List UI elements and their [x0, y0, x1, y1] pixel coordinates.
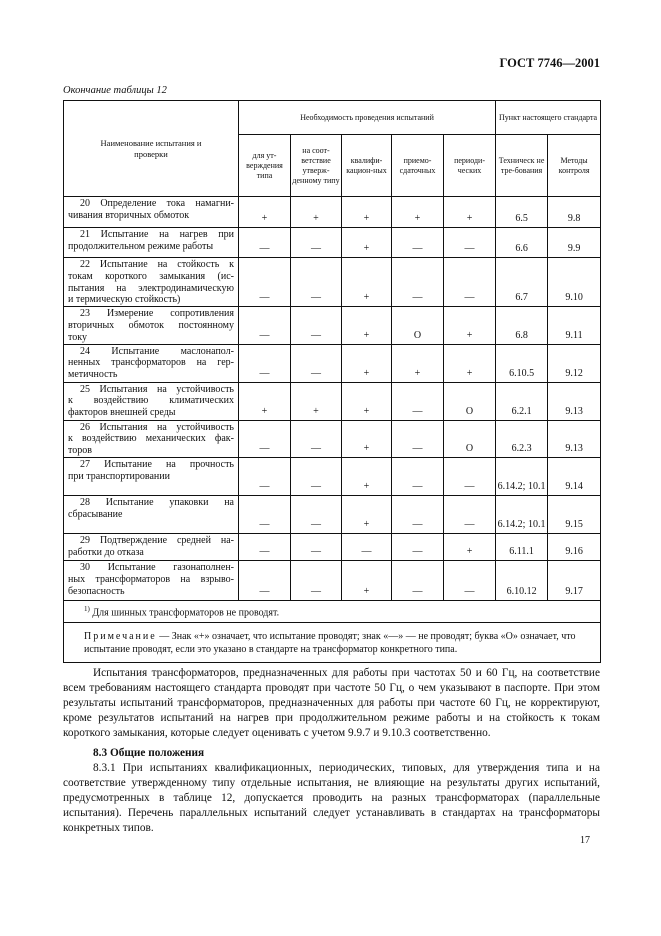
- test-mark: —: [239, 457, 291, 495]
- test-name: [64, 533, 239, 560]
- table-row: [64, 344, 601, 382]
- test-name: [64, 228, 239, 258]
- test-mark: —: [444, 228, 496, 258]
- test-mark: +: [444, 307, 496, 344]
- test-mark: —: [392, 495, 444, 533]
- test-name-line: к воздействию климатических: [68, 395, 234, 407]
- test-name-line: 22 Испытание на стойкость к: [80, 259, 234, 270]
- test-mark: —: [291, 457, 342, 495]
- test-mark: —: [392, 560, 444, 600]
- test-mark: —: [291, 258, 342, 307]
- test-name-line: 20 Определение тока намагни-: [80, 198, 234, 209]
- method-clause: 9.10: [548, 258, 601, 307]
- tech-requirement-clause: 6.8: [496, 307, 548, 344]
- test-name-line: 24 Испытание маслонапол-: [80, 345, 234, 357]
- header-methods: Методы контроля: [548, 135, 601, 197]
- test-mark: О: [444, 420, 496, 457]
- test-mark: —: [291, 533, 342, 560]
- test-name: [64, 420, 239, 457]
- table-note: [64, 623, 601, 663]
- test-name: [64, 344, 239, 382]
- tech-requirement-clause: 6.14.2; 10.1: [496, 457, 548, 495]
- test-name-line: 23 Измерение сопротивления: [80, 308, 234, 320]
- test-name-line: ненных трансформаторов на гер-: [68, 357, 234, 369]
- table-row: [64, 307, 601, 344]
- footnote-text: Для шинных трансформаторов не проводят.: [92, 607, 280, 619]
- test-mark: —: [239, 495, 291, 533]
- table-row: [64, 560, 601, 600]
- test-mark: +: [444, 197, 496, 228]
- table-caption: Окончание таблицы 12: [63, 85, 167, 96]
- test-name-line: ных трансформаторов на взрыво-: [68, 573, 234, 585]
- test-mark: +: [342, 228, 392, 258]
- section-title: 8.3 Общие положения: [93, 747, 205, 759]
- method-clause: 9.8: [548, 197, 601, 228]
- test-mark: +: [444, 533, 496, 560]
- test-mark: +: [291, 382, 342, 420]
- test-mark: +: [342, 344, 392, 382]
- test-mark: —: [291, 560, 342, 600]
- header-tech-requirements: Техническ не тре-бования: [496, 135, 548, 197]
- test-mark: +: [444, 344, 496, 382]
- test-name-line: продолжительном режиме работы: [68, 240, 214, 252]
- test-name-line: при транспортировании: [68, 470, 170, 482]
- test-mark: +: [291, 197, 342, 228]
- paragraph-frequency: Испытания трансформаторов, предназначенных для работы при частотах 50 и 60 Гц, на соответствие всем требованиям настоящего стандарта проводят при частоте 50 Гц, о чем указывают в паспорте. При этом результаты испытаний трансформаторов, предназначенных для работы при частоте 60 Гц, не корректируют, кроме результатов испытаний на нагрев при продолжительном режиме работы и на стойкость к токам короткого замыкания, которые следует оценивать с учетом 9.9.7 и 9.10.3 соответственно.: [63, 667, 600, 740]
- header-acceptance: приемо-сдаточных: [392, 135, 444, 197]
- test-mark: —: [291, 344, 342, 382]
- tech-requirement-clause: 6.10.12: [496, 560, 548, 600]
- test-mark: —: [239, 307, 291, 344]
- test-mark: —: [239, 258, 291, 307]
- tests-table: [63, 100, 601, 663]
- test-mark: —: [392, 228, 444, 258]
- test-name: [64, 258, 239, 307]
- table-row: [64, 420, 601, 457]
- test-mark: +: [239, 382, 291, 420]
- test-name-line: торов: [68, 445, 92, 457]
- test-mark: +: [342, 420, 392, 457]
- method-clause: 9.16: [548, 533, 601, 560]
- table-row: [64, 197, 601, 228]
- test-name-line: факторов внешней среды: [68, 407, 176, 419]
- tech-requirement-clause: 6.6: [496, 228, 548, 258]
- test-mark: —: [291, 228, 342, 258]
- header-qualification: квалифи-кацион-ных: [342, 135, 392, 197]
- tech-requirement-clause: 6.2.3: [496, 420, 548, 457]
- method-clause: 9.9: [548, 228, 601, 258]
- test-name-line: 30 Испытание газонаполнен-: [80, 561, 234, 573]
- test-mark: —: [291, 495, 342, 533]
- test-mark: +: [342, 382, 392, 420]
- tech-requirement-clause: 6.10.5: [496, 344, 548, 382]
- paragraph-parallel-tests: 8.3.1 При испытаниях квалификационных, периодических, типовых, для утверждения типа и на соответствие утвержденному типу отдельные испытания, не влияющие на результаты других испытаний, предусмотренных в таблице 12, допускается проводить на разных трансформаторах (параллельные испытания). Перечень параллельных испытаний следует устанавливать в стандартах на трансформаторы конкретных типов.: [63, 762, 600, 835]
- table-row: [64, 457, 601, 495]
- test-mark: —: [392, 382, 444, 420]
- test-name-line: и термическую стойкость): [68, 294, 181, 306]
- test-name-line: работки до отказа: [68, 546, 144, 558]
- test-mark: —: [239, 533, 291, 560]
- test-mark: —: [239, 420, 291, 457]
- table-row: [64, 495, 601, 533]
- tech-requirement-clause: 6.5: [496, 197, 548, 228]
- test-mark: +: [342, 307, 392, 344]
- test-name: [64, 307, 239, 344]
- test-name-line: безопасность: [68, 585, 125, 597]
- header-type-approval: для ут-верждения типа: [239, 135, 291, 197]
- test-name-line: 21 Испытание на нагрев при: [80, 229, 234, 240]
- method-clause: 9.13: [548, 420, 601, 457]
- test-mark: —: [444, 560, 496, 600]
- tech-requirement-clause: 6.11.1: [496, 533, 548, 560]
- table-body: [64, 197, 601, 601]
- test-mark: —: [392, 420, 444, 457]
- test-name: [64, 560, 239, 600]
- test-mark: —: [239, 560, 291, 600]
- tech-requirement-clause: 6.14.2; 10.1: [496, 495, 548, 533]
- test-mark: —: [291, 307, 342, 344]
- table-row: [64, 228, 601, 258]
- test-name-line: чивания вторичных обмоток: [68, 209, 190, 221]
- test-name-line: 27 Испытание на прочность: [80, 458, 234, 470]
- test-name-line: 29 Подтверждение средней на-: [80, 534, 234, 546]
- test-name: [64, 197, 239, 228]
- page-number: 17: [580, 835, 590, 846]
- test-name: [64, 457, 239, 495]
- test-mark: —: [392, 457, 444, 495]
- method-clause: 9.17: [548, 560, 601, 600]
- header-test-name: Наименование испытания и проверки: [64, 101, 239, 197]
- method-clause: 9.15: [548, 495, 601, 533]
- tech-requirement-clause: 6.7: [496, 258, 548, 307]
- test-name-line: токам короткого замыкания (ис-: [68, 270, 234, 282]
- test-name-line: сбрасывание: [68, 508, 123, 520]
- test-mark: О: [392, 307, 444, 344]
- header-conformity: на соот-ветствие утверж-денному типу: [291, 135, 342, 197]
- test-mark: +: [342, 457, 392, 495]
- method-clause: 9.11: [548, 307, 601, 344]
- test-mark: —: [392, 258, 444, 307]
- document-id: ГОСТ 7746—2001: [499, 56, 600, 70]
- test-mark: +: [342, 560, 392, 600]
- test-name-line: метичность: [68, 369, 118, 381]
- test-mark: —: [444, 457, 496, 495]
- test-name: [64, 382, 239, 420]
- test-mark: —: [239, 228, 291, 258]
- test-mark: +: [239, 197, 291, 228]
- test-mark: —: [291, 420, 342, 457]
- tech-requirement-clause: 6.2.1: [496, 382, 548, 420]
- table-row: [64, 382, 601, 420]
- table-footnote: [64, 600, 601, 622]
- method-clause: 9.14: [548, 457, 601, 495]
- header-clause-group: Пункт настоящего стандарта: [496, 101, 601, 135]
- test-name-line: к воздействию механических фак-: [68, 433, 234, 445]
- table-row: [64, 533, 601, 560]
- test-mark: —: [444, 258, 496, 307]
- test-mark: —: [392, 533, 444, 560]
- test-name-line: 26 Испытания на устойчивость: [80, 421, 234, 433]
- note-label: Примечание: [84, 631, 157, 643]
- header-periodic: периоди-ческих: [444, 135, 496, 197]
- test-mark: —: [342, 533, 392, 560]
- test-name-line: пытания на электродинамическую: [68, 282, 234, 294]
- header-need-group: Необходимость проведения испытаний: [239, 101, 496, 135]
- method-clause: 9.13: [548, 382, 601, 420]
- test-mark: +: [392, 197, 444, 228]
- test-mark: —: [239, 344, 291, 382]
- test-name-line: 25 Испытания на устойчивость: [80, 383, 234, 395]
- test-mark: +: [342, 495, 392, 533]
- test-name-line: 28 Испытание упаковки на: [80, 496, 234, 508]
- test-mark: +: [342, 258, 392, 307]
- test-name-line: вторичных обмоток постоянному: [68, 319, 234, 331]
- test-mark: О: [444, 382, 496, 420]
- note-text: — Знак «+» означает, что испытание проводят; знак «—» — не проводят; буква «О» означает, что испытание проводят, если это указано в стандарте на трансформатор конкретного типа.: [84, 631, 576, 655]
- footnote-mark: 1): [84, 604, 90, 613]
- test-name: [64, 495, 239, 533]
- test-name-line: току: [68, 331, 87, 343]
- test-mark: —: [444, 495, 496, 533]
- method-clause: 9.12: [548, 344, 601, 382]
- test-mark: +: [392, 344, 444, 382]
- table-row: [64, 258, 601, 307]
- test-mark: +: [342, 197, 392, 228]
